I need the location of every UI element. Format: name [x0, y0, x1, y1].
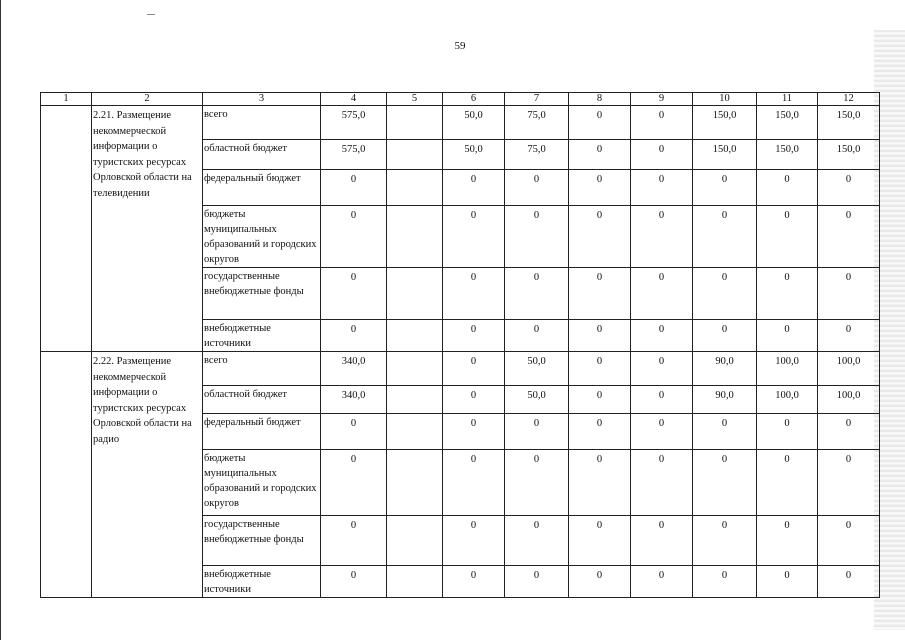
- value-cell: 0: [631, 516, 693, 566]
- row-number-cell: [41, 352, 92, 598]
- funding-source-cell: внебюджетные источники: [203, 566, 321, 598]
- table-body: [41, 106, 880, 598]
- funding-source-cell: федеральный бюджет: [203, 170, 321, 206]
- value-cell: 0: [321, 516, 387, 566]
- value-cell: 0: [693, 320, 757, 352]
- value-cell: 0: [693, 566, 757, 598]
- value-cell: 50,0: [443, 140, 505, 170]
- value-cell: 150,0: [693, 106, 757, 140]
- value-cell: 575,0: [321, 140, 387, 170]
- value-cell: 0: [443, 386, 505, 414]
- value-cell: 0: [321, 170, 387, 206]
- value-cell: [387, 206, 443, 268]
- value-cell: 0: [631, 566, 693, 598]
- value-cell: 575,0: [321, 106, 387, 140]
- value-cell: 0: [818, 414, 880, 450]
- row-number-cell: [41, 106, 92, 352]
- value-cell: 90,0: [693, 386, 757, 414]
- column-header: 1: [41, 93, 92, 106]
- value-cell: 0: [631, 140, 693, 170]
- value-cell: 0: [757, 320, 818, 352]
- value-cell: 0: [693, 206, 757, 268]
- value-cell: 0: [818, 206, 880, 268]
- column-header: 10: [693, 93, 757, 106]
- value-cell: 0: [443, 450, 505, 516]
- value-cell: [387, 106, 443, 140]
- column-header: 11: [757, 93, 818, 106]
- value-cell: 0: [693, 170, 757, 206]
- value-cell: 0: [569, 352, 631, 386]
- column-header: 8: [569, 93, 631, 106]
- column-header: 5: [387, 93, 443, 106]
- value-cell: 100,0: [818, 386, 880, 414]
- budget-table: [40, 92, 880, 598]
- value-cell: 90,0: [693, 352, 757, 386]
- value-cell: 0: [569, 450, 631, 516]
- value-cell: 0: [321, 268, 387, 320]
- value-cell: [387, 140, 443, 170]
- value-cell: 0: [505, 268, 569, 320]
- value-cell: 150,0: [693, 140, 757, 170]
- page-number: 59: [454, 40, 466, 52]
- value-cell: 0: [631, 320, 693, 352]
- value-cell: 50,0: [443, 106, 505, 140]
- value-cell: 0: [631, 206, 693, 268]
- value-cell: 100,0: [757, 386, 818, 414]
- value-cell: 0: [321, 320, 387, 352]
- value-cell: 0: [631, 352, 693, 386]
- column-header: 3: [203, 93, 321, 106]
- value-cell: 0: [631, 386, 693, 414]
- value-cell: 0: [757, 516, 818, 566]
- value-cell: 0: [443, 414, 505, 450]
- value-cell: [387, 566, 443, 598]
- value-cell: [387, 386, 443, 414]
- value-cell: 0: [631, 106, 693, 140]
- value-cell: 0: [321, 450, 387, 516]
- value-cell: 150,0: [757, 106, 818, 140]
- value-cell: 0: [757, 206, 818, 268]
- value-cell: 0: [693, 450, 757, 516]
- value-cell: 100,0: [818, 352, 880, 386]
- value-cell: 0: [818, 566, 880, 598]
- value-cell: 340,0: [321, 386, 387, 414]
- value-cell: 0: [757, 268, 818, 320]
- value-cell: 0: [693, 414, 757, 450]
- activity-title-cell: 2.22. Размещение некоммерческой информации о туристских ресурсах Орловской области на радио: [92, 352, 203, 598]
- funding-source-cell: всего: [203, 352, 321, 386]
- value-cell: 0: [321, 206, 387, 268]
- value-cell: 0: [569, 516, 631, 566]
- column-header: 9: [631, 93, 693, 106]
- value-cell: 0: [321, 566, 387, 598]
- value-cell: 0: [631, 170, 693, 206]
- value-cell: 0: [757, 170, 818, 206]
- funding-source-cell: внебюджетные источники: [203, 320, 321, 352]
- funding-source-cell: бюджеты муниципальных образований и городских округов: [203, 450, 321, 516]
- scan-mark: [147, 14, 155, 15]
- value-cell: 0: [505, 450, 569, 516]
- value-cell: 0: [505, 170, 569, 206]
- value-cell: 0: [569, 106, 631, 140]
- funding-source-cell: государственные внебюджетные фонды: [203, 516, 321, 566]
- funding-source-cell: областной бюджет: [203, 386, 321, 414]
- value-cell: 0: [443, 268, 505, 320]
- value-cell: 0: [443, 516, 505, 566]
- value-cell: 0: [569, 170, 631, 206]
- value-cell: 0: [505, 320, 569, 352]
- value-cell: 0: [505, 206, 569, 268]
- value-cell: 75,0: [505, 140, 569, 170]
- value-cell: 0: [818, 320, 880, 352]
- value-cell: 0: [818, 450, 880, 516]
- column-header: 6: [443, 93, 505, 106]
- column-header: 2: [92, 93, 203, 106]
- value-cell: 0: [505, 414, 569, 450]
- value-cell: 0: [443, 320, 505, 352]
- value-cell: 0: [505, 516, 569, 566]
- value-cell: 150,0: [818, 140, 880, 170]
- value-cell: 0: [818, 268, 880, 320]
- value-cell: 0: [569, 268, 631, 320]
- value-cell: 0: [569, 386, 631, 414]
- header-row: [41, 93, 880, 106]
- column-header: 4: [321, 93, 387, 106]
- column-header: 12: [818, 93, 880, 106]
- value-cell: 50,0: [505, 352, 569, 386]
- funding-source-cell: федеральный бюджет: [203, 414, 321, 450]
- value-cell: 0: [569, 566, 631, 598]
- value-cell: [387, 320, 443, 352]
- value-cell: 0: [443, 566, 505, 598]
- column-header: 7: [505, 93, 569, 106]
- value-cell: 0: [757, 566, 818, 598]
- value-cell: 340,0: [321, 352, 387, 386]
- funding-source-cell: государственные внебюджетные фонды: [203, 268, 321, 320]
- value-cell: [387, 414, 443, 450]
- value-cell: 0: [693, 516, 757, 566]
- value-cell: 0: [631, 268, 693, 320]
- funding-source-cell: областной бюджет: [203, 140, 321, 170]
- value-cell: [387, 450, 443, 516]
- value-cell: 0: [443, 170, 505, 206]
- value-cell: 0: [818, 170, 880, 206]
- value-cell: 0: [757, 450, 818, 516]
- table-row: [41, 352, 880, 386]
- value-cell: [387, 170, 443, 206]
- funding-source-cell: всего: [203, 106, 321, 140]
- value-cell: 0: [757, 414, 818, 450]
- value-cell: 0: [693, 268, 757, 320]
- value-cell: 150,0: [818, 106, 880, 140]
- value-cell: 0: [569, 206, 631, 268]
- value-cell: 0: [569, 140, 631, 170]
- value-cell: 0: [631, 414, 693, 450]
- value-cell: [387, 268, 443, 320]
- value-cell: 150,0: [757, 140, 818, 170]
- funding-source-cell: бюджеты муниципальных образований и городских округов: [203, 206, 321, 268]
- table-row: [41, 106, 880, 140]
- value-cell: 0: [443, 206, 505, 268]
- value-cell: 75,0: [505, 106, 569, 140]
- value-cell: 50,0: [505, 386, 569, 414]
- value-cell: 0: [443, 352, 505, 386]
- page-left-edge: [0, 0, 1, 640]
- value-cell: 0: [569, 320, 631, 352]
- value-cell: 0: [321, 414, 387, 450]
- value-cell: [387, 352, 443, 386]
- value-cell: 0: [505, 566, 569, 598]
- value-cell: 0: [631, 450, 693, 516]
- activity-title-cell: 2.21. Размещение некоммерческой информации о туристских ресурсах Орловской области на телевидении: [92, 106, 203, 352]
- value-cell: [387, 516, 443, 566]
- value-cell: 0: [569, 414, 631, 450]
- value-cell: 100,0: [757, 352, 818, 386]
- value-cell: 0: [818, 516, 880, 566]
